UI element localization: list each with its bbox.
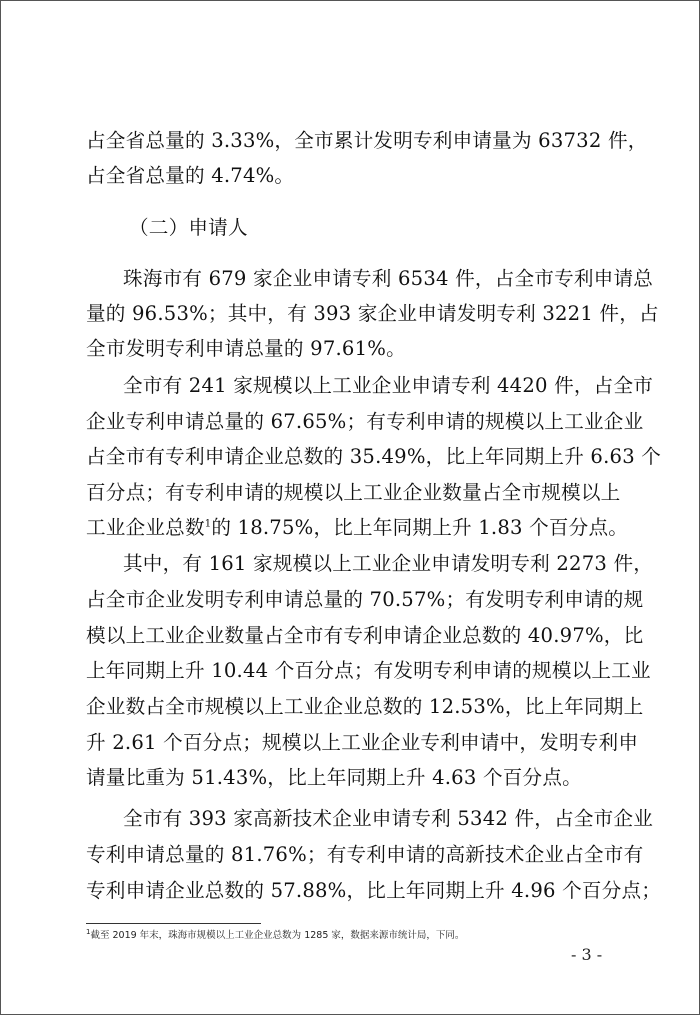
footnote-mark: 1: [86, 927, 91, 936]
body-text-line: 占全市企业发明专利申请总量的 70.57%；有发明专利申请的规: [86, 588, 644, 611]
body-text-line: 占全省总量的 3.33%，全市累计发明专利申请量为 63732 件，: [86, 129, 648, 152]
body-text-line: 企业专利申请总量的 67.65%；有专利申请的规模以上工业企业: [86, 410, 644, 433]
body-text-line: 占全省总量的 4.74%。: [86, 164, 295, 187]
footnote-text: 截至 2019 年末，珠海市规模以上工业企业总数为 1285 家，数据来源市统计局，下同。: [90, 930, 465, 941]
footnote-divider: [86, 923, 261, 924]
body-text-segment: 的 18.75%，比上年同期上升 1.83 个百分点。: [211, 516, 629, 539]
body-text-line: 请量比重为 51.43%，比上年同期上升 4.63 个百分点。: [86, 766, 582, 789]
body-text-line: 专利申请总量的 81.76%；有专利申请的高新技术企业占全市有: [86, 843, 644, 866]
body-text-line: 全市有 393 家高新技术企业申请专利 5342 件，占全市企业: [123, 807, 654, 830]
body-text-line: 量的 96.53%；其中，有 393 家企业申请发明专利 3221 件，占: [86, 302, 659, 325]
body-text-line: 模以上工业企业数量占全市有专利申请企业总数的 40.97%，比: [86, 624, 644, 647]
body-text-line: 升 2.61 个百分点；规模以上工业企业专利申请中，发明专利申: [86, 731, 639, 754]
body-text-line: 百分点；有专利申请的规模以上工业企业数量占全市规模以上: [86, 481, 621, 504]
page-number: - 3 -: [571, 945, 603, 964]
section-heading: （二）申请人: [129, 216, 248, 239]
body-text-line: 其中，有 161 家规模以上工业企业申请发明专利 2273 件，: [123, 552, 654, 575]
body-text-line: 珠海市有 679 家企业申请专利 6534 件，占全市专利申请总: [123, 267, 654, 290]
body-text-line: 全市有 241 家规模以上工业企业申请专利 4420 件，占全市: [123, 374, 654, 397]
body-text-line: 专利申请企业总数的 57.88%，比上年同期上升 4.96 个百分点；: [86, 879, 662, 902]
body-text-line: 企业数占全市规模以上工业企业总数的 12.53%，比上年同期上: [86, 695, 644, 718]
footnote-reference[interactable]: 1: [204, 518, 212, 530]
body-text-line: [1, 515, 700, 541]
body-text-segment: 工业企业总数: [86, 516, 205, 539]
body-text-line: 全市发明专利申请总量的 97.61%。: [86, 337, 406, 360]
body-text-line: 上年同期上升 10.44 个百分点；有发明专利申请的规模以上工业: [86, 659, 651, 682]
body-text-line: 占全市有专利申请企业总数的 35.49%，比上年同期上升 6.63 个: [86, 445, 662, 468]
footnote: [86, 927, 465, 942]
